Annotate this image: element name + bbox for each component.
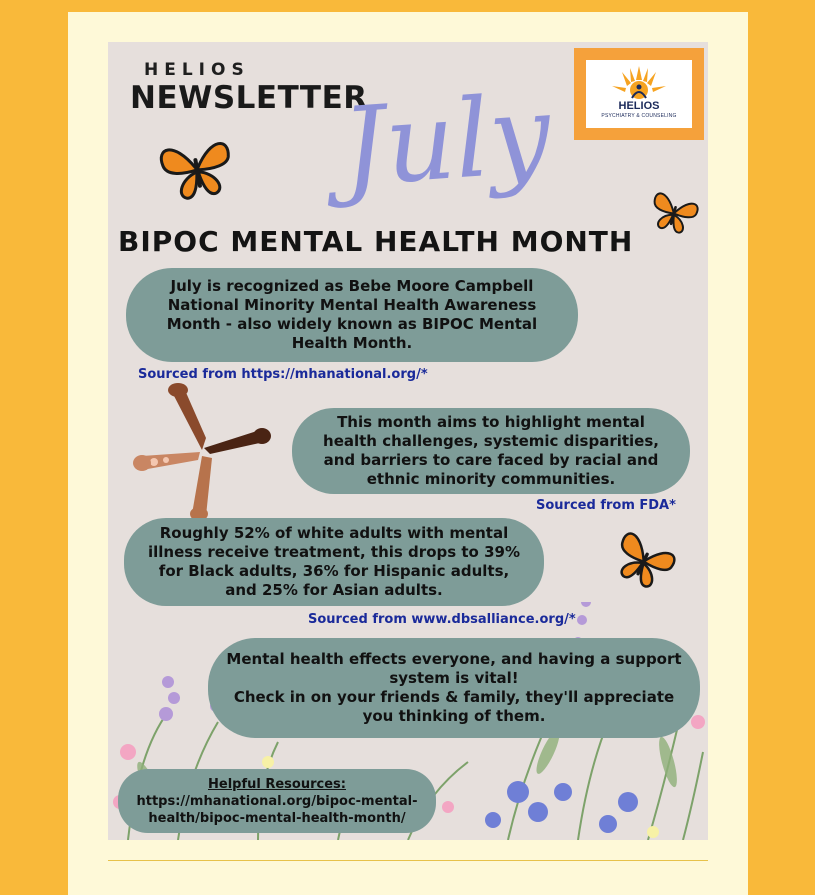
hands-icon: [132, 382, 272, 518]
logo-name: HELIOS: [618, 100, 660, 112]
source-note-1: Sourced from https://mhanational.org/*: [138, 367, 428, 382]
sun-logo-icon: [586, 60, 692, 102]
brand-name: HELIOS: [144, 60, 250, 80]
resources-title: Helpful Resources:: [208, 776, 346, 792]
logo-panel: [586, 60, 692, 128]
newsletter-title: NEWSLETTER: [130, 80, 368, 116]
info-bubble-4: [208, 638, 700, 738]
resources-box: [118, 769, 436, 833]
butterfly-icon: [610, 532, 678, 590]
divider: [108, 860, 708, 861]
logo-subtitle: PSYCHIATRY & COUNSELING: [601, 113, 677, 119]
newsletter-poster: [108, 42, 708, 840]
butterfly-icon: [158, 134, 236, 204]
month-title: July: [337, 71, 555, 212]
check-in-message: Check in on your friends & family, they'll appreciate you thinking of them.: [233, 688, 675, 725]
page-headline: BIPOC MENTAL HEALTH MONTH: [118, 225, 634, 258]
support-message: Mental health effects everyone, and having a support system is vital!: [226, 650, 682, 687]
info-bubble-2: This month aims to highlight mental health challenges, systemic disparities, and barriers to care faced by racial and ethnic minority communities.: [292, 408, 690, 494]
source-note-3: Sourced from www.dbsalliance.org/*: [308, 612, 576, 627]
helios-logo: [574, 48, 704, 140]
source-note-2: Sourced from FDA*: [536, 498, 676, 513]
resources-link[interactable]: https://mhanational.org/bipoc-mental-health/bipoc-mental-health-month/: [136, 793, 418, 826]
info-bubble-1: July is recognized as Bebe Moore Campbell National Minority Mental Health Awareness Month - also widely known as BIPOC Mental Health Month.: [126, 268, 578, 362]
info-bubble-3: Roughly 52% of white adults with mental illness receive treatment, this drops to 39% for Black adults, 36% for Hispanic adults, and 25% for Asian adults.: [124, 518, 544, 606]
